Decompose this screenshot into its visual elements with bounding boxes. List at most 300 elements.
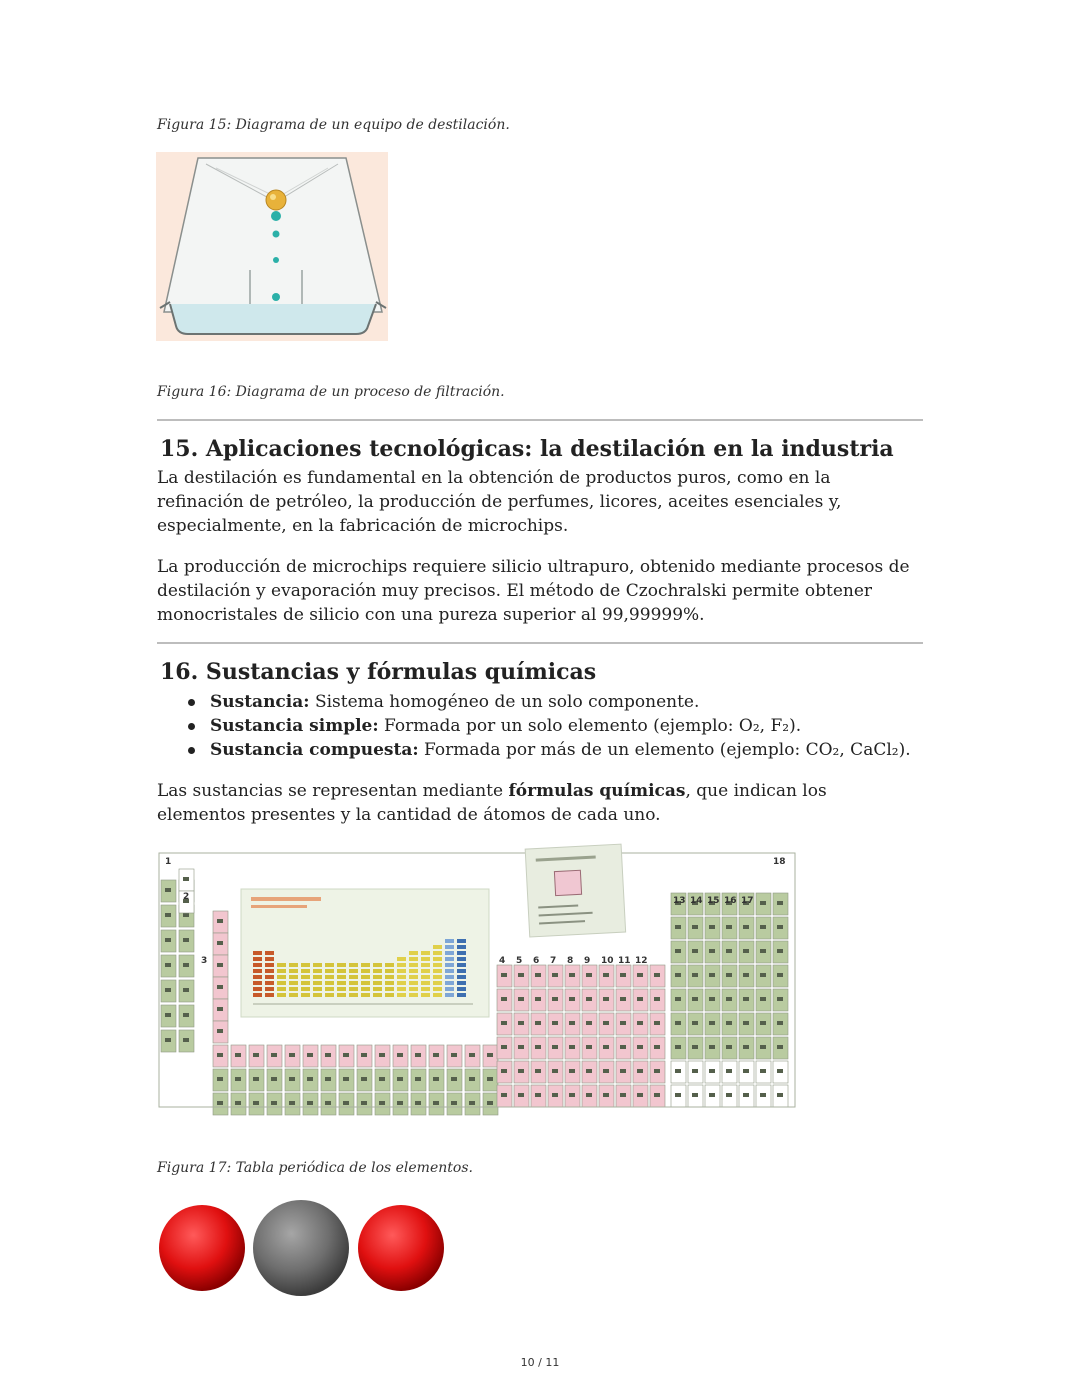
inset-element-mark [421,981,430,985]
group-number-label: 6 [533,956,540,966]
element-symbol-mark [586,1045,592,1049]
inset-element-mark [385,963,394,967]
element-symbol-mark [637,1021,643,1025]
inset-element-mark [385,993,394,997]
element-symbol-mark [743,1021,749,1025]
element-symbol-mark [552,1021,558,1025]
inset-element-mark [289,987,298,991]
element-symbol-mark [501,973,507,977]
element-symbol-mark [518,1069,524,1073]
inset-element-mark [445,969,454,973]
element-symbol-mark [325,1053,331,1057]
element-symbol-mark [433,1053,439,1057]
group-number-label: 1 [165,857,172,867]
element-symbol-mark [620,973,626,977]
inset-element-mark [265,975,274,979]
element-symbol-mark [637,997,643,1001]
text-run: , que indican los elementos presentes y la cantidad de átomos de cada uno. [157,781,827,825]
inset-element-mark [445,957,454,961]
inset-element-mark [349,993,358,997]
element-symbol-mark [654,1021,660,1025]
element-symbol-mark [620,997,626,1001]
inset-element-mark [373,975,382,979]
inset-element-mark [361,987,370,991]
element-symbol-mark [217,1053,223,1057]
element-symbol-mark [271,1053,277,1057]
inset-element-mark [397,969,406,973]
element-symbol-mark [379,1101,385,1105]
element-symbol-mark [253,1101,259,1105]
element-symbol-mark [217,1077,223,1081]
element-symbol-mark [379,1053,385,1057]
co2-molecule-image [157,1198,447,1298]
inset-element-mark [457,975,466,979]
element-symbol-mark [552,1093,558,1097]
element-symbol-mark [501,1045,507,1049]
element-symbol-mark [518,1093,524,1097]
inset-element-mark [265,969,274,973]
element-symbol-mark [552,1069,558,1073]
inset-element-mark [349,981,358,985]
element-symbol-mark [692,1045,698,1049]
element-symbol-mark [501,1069,507,1073]
element-symbol-mark [183,1038,189,1042]
list-item [157,714,911,738]
filtration-diagram-image [156,152,388,341]
element-symbol-mark [603,1069,609,1073]
inset-element-mark [349,963,358,967]
element-symbol-mark [637,1045,643,1049]
group-number-label: 11 [618,956,631,966]
group-number-label: 14 [690,896,703,906]
inset-element-mark [301,969,310,973]
inset-element-mark [313,993,322,997]
element-symbol-mark [535,1021,541,1025]
element-symbol-mark [760,1021,766,1025]
element-symbol-mark [603,1045,609,1049]
group-number-label: 3 [201,956,208,966]
element-symbol-mark [620,1093,626,1097]
element-symbol-mark [535,997,541,1001]
element-symbol-mark [675,925,681,929]
inset-element-mark [409,969,418,973]
element-symbol-mark [760,901,766,905]
section-16-paragraph [157,779,917,827]
inset-element-mark [289,975,298,979]
element-symbol-mark [726,1069,732,1073]
element-symbol-mark [709,997,715,1001]
element-symbol-mark [692,949,698,953]
definition: Sistema homogéneo de un solo componente. [309,692,700,712]
element-symbol-mark [397,1077,403,1081]
definition: Formada por un solo elemento (ejemplo: O₂, F₂). [378,716,802,736]
inset-element-mark [337,993,346,997]
inset-element-mark [349,969,358,973]
group-number-label: 17 [741,896,754,906]
inset-element-mark [313,969,322,973]
inset-element-mark [265,981,274,985]
element-symbol-mark [165,1013,171,1017]
inset-element-mark [325,987,334,991]
inset-element-mark [373,981,382,985]
element-symbol-mark [183,913,189,917]
inset-element-mark [301,963,310,967]
inset-element-mark [277,969,286,973]
element-symbol-mark [217,1029,223,1033]
element-symbol-mark [777,997,783,1001]
element-symbol-mark [726,1045,732,1049]
inset-element-mark [445,951,454,955]
element-symbol-mark [518,1021,524,1025]
element-symbol-mark [217,941,223,945]
inset-element-mark [445,981,454,985]
element-symbol-mark [487,1101,493,1105]
element-symbol-mark [726,997,732,1001]
inset-element-mark [421,975,430,979]
element-symbol-mark [777,925,783,929]
inset-element-mark [313,963,322,967]
element-symbol-mark [433,1077,439,1081]
inset-element-mark [313,981,322,985]
figure-17-caption: Figura 17: Tabla periódica de los elementos. [157,1160,473,1176]
text-run: Las sustancias se representan mediante [157,781,509,801]
term: Sustancia: [210,692,310,712]
inset-element-mark [337,969,346,973]
element-symbol-mark [289,1101,295,1105]
element-symbol-mark [552,997,558,1001]
inset-element-mark [349,987,358,991]
inset-element-mark [433,957,442,961]
section-15-paragraph-1: La destilación es fundamental en la obtención de productos puros, como en la refinación de petróleo, la producción de perfumes, licores, aceites esenciales y, especialmente, en la fabricación de microchips. [157,468,842,536]
element-symbol-mark [235,1053,241,1057]
section-divider [157,642,923,644]
inset-element-mark [373,993,382,997]
element-symbol-mark [654,1069,660,1073]
inset-element-mark [313,987,322,991]
inset-element-mark [409,993,418,997]
inset-element-mark [337,975,346,979]
element-symbol-mark [709,1069,715,1073]
inset-element-mark [421,957,430,961]
inset-element-mark [421,987,430,991]
inset-element-mark [457,945,466,949]
inset-element-mark [397,963,406,967]
element-symbol-mark [760,925,766,929]
inset-element-mark [409,963,418,967]
element-symbol-mark [692,1093,698,1097]
element-symbol-mark [361,1053,367,1057]
element-symbol-mark [165,913,171,917]
inset-element-mark [457,987,466,991]
element-symbol-mark [586,1021,592,1025]
inset-element-mark [445,993,454,997]
inset-element-mark [445,963,454,967]
element-symbol-mark [307,1101,313,1105]
inset-element-mark [253,969,262,973]
oxygen-atom [159,1205,245,1291]
element-symbol-mark [709,925,715,929]
inset-element-mark [337,987,346,991]
group-number-label: 2 [183,892,190,902]
element-symbol-mark [637,1069,643,1073]
inset-element-mark [433,987,442,991]
term: Sustancia compuesta: [210,740,419,760]
inset-element-mark [337,963,346,967]
inset-element-mark [445,975,454,979]
substance-definitions-list [157,690,911,762]
element-symbol-mark [586,1069,592,1073]
inset-element-mark [433,969,442,973]
element-symbol-mark [552,973,558,977]
element-symbol-mark [675,997,681,1001]
element-symbol-mark [743,949,749,953]
inset-element-mark [385,987,394,991]
element-symbol-mark [692,973,698,977]
element-symbol-mark [343,1101,349,1105]
element-symbol-mark [760,1093,766,1097]
element-symbol-mark [253,1077,259,1081]
inset-element-mark [433,945,442,949]
element-symbol-mark [675,1093,681,1097]
element-symbol-mark [518,997,524,1001]
inset-element-mark [325,993,334,997]
element-symbol-mark [217,1007,223,1011]
element-symbol-mark [692,997,698,1001]
inset-element-mark [397,957,406,961]
inset-element-mark [277,975,286,979]
inset-element-mark [265,951,274,955]
element-symbol-mark [415,1101,421,1105]
element-symbol-mark [760,997,766,1001]
page-number: 10 / 11 [520,1356,560,1369]
element-symbol-mark [535,1045,541,1049]
inset-element-mark [253,963,262,967]
element-symbol-mark [487,1053,493,1057]
element-symbol-mark [675,949,681,953]
element-symbol-mark [253,1053,259,1057]
element-symbol-mark [675,973,681,977]
element-symbol-mark [271,1077,277,1081]
group-number-label: 13 [673,896,686,906]
inset-element-mark [265,987,274,991]
group-number-label: 10 [601,956,614,966]
element-symbol-mark [569,1093,575,1097]
element-symbol-mark [343,1053,349,1057]
inset-element-mark [409,957,418,961]
inset-element-mark [385,969,394,973]
element-symbol-mark [586,997,592,1001]
inset-element-mark [289,969,298,973]
element-symbol-mark [777,1021,783,1025]
inset-element-mark [325,969,334,973]
element-symbol-mark [569,997,575,1001]
inset-element-mark [361,969,370,973]
element-symbol-mark [307,1077,313,1081]
group-number-label: 7 [550,956,557,966]
element-symbol-mark [325,1101,331,1105]
inset-element-mark [397,993,406,997]
figure-16-caption: Figura 16: Diagrama de un proceso de filtración. [157,384,505,400]
oxygen-atom [358,1205,444,1291]
list-item [157,738,911,762]
inset-element-mark [265,957,274,961]
element-symbol-mark [603,1093,609,1097]
element-symbol-mark [165,988,171,992]
element-symbol-mark [451,1101,457,1105]
group-number-label: 18 [773,857,786,867]
element-symbol-mark [289,1077,295,1081]
group-number-label: 16 [724,896,737,906]
element-symbol-mark [469,1053,475,1057]
element-symbol-mark [709,1045,715,1049]
inset-element-mark [409,975,418,979]
element-symbol-mark [620,1045,626,1049]
figure-15-caption: Figura 15: Diagrama de un equipo de destilación. [157,117,510,133]
element-symbol-mark [415,1077,421,1081]
element-symbol-mark [743,1093,749,1097]
inset-element-mark [253,975,262,979]
inset-element-mark [421,969,430,973]
carbon-atom [253,1200,349,1296]
element-symbol-mark [165,938,171,942]
inset-element-mark [457,951,466,955]
element-symbol-mark [217,1101,223,1105]
inset-element-mark [457,957,466,961]
element-symbol-mark [692,1021,698,1025]
element-symbol-mark [501,1093,507,1097]
element-symbol-mark [535,1093,541,1097]
group-number-label: 9 [584,956,591,966]
inset-element-mark [301,981,310,985]
element-symbol-mark [692,1069,698,1073]
section-15-paragraph-2: La producción de microchips requiere silicio ultrapuro, obtenido mediante procesos de destilación y evaporación muy precisos. El método de Czochralski permite obtener monocristales de silicio con una pureza superior al 99,99999%. [157,557,910,625]
element-symbol-mark [569,973,575,977]
element-symbol-mark [451,1053,457,1057]
element-symbol-mark [654,997,660,1001]
inset-element-mark [361,963,370,967]
inset-element-mark [253,993,262,997]
inset-element-mark [457,981,466,985]
element-symbol-mark [183,963,189,967]
inset-element-mark [265,993,274,997]
element-symbol-mark [569,1021,575,1025]
element-symbol-mark [726,973,732,977]
element-symbol-mark [760,949,766,953]
element-symbol-mark [183,877,189,881]
periodic-table-image [157,843,799,1119]
inset-element-mark [289,993,298,997]
element-symbol-mark [235,1101,241,1105]
inset-element-mark [277,987,286,991]
element-symbol-mark [620,1021,626,1025]
group-number-label: 12 [635,956,648,966]
inset-element-mark [433,975,442,979]
element-symbol-mark [709,1093,715,1097]
inset-element-mark [445,987,454,991]
element-symbol-mark [451,1077,457,1081]
element-symbol-mark [586,1093,592,1097]
inset-element-mark [313,975,322,979]
element-symbol-mark [433,1101,439,1105]
element-symbol-mark [165,1038,171,1042]
element-symbol-mark [183,988,189,992]
element-symbol-mark [654,1093,660,1097]
element-symbol-mark [307,1053,313,1057]
inset-element-mark [253,957,262,961]
element-symbol-mark [552,1045,558,1049]
element-symbol-mark [675,1021,681,1025]
inset-element-mark [265,963,274,967]
element-symbol-mark [535,1069,541,1073]
section-15-heading: 15. Aplicaciones tecnológicas: la destilación en la industria [160,436,894,462]
element-symbol-mark [217,963,223,967]
inset-element-mark [421,963,430,967]
inset-element-mark [385,975,394,979]
inset-element-mark [337,981,346,985]
element-symbol-mark [620,1069,626,1073]
element-symbol-mark [603,1021,609,1025]
element-symbol-mark [726,949,732,953]
element-symbol-mark [709,949,715,953]
element-symbol-mark [760,973,766,977]
element-symbol-mark [654,1045,660,1049]
element-symbol-mark [743,1045,749,1049]
element-symbol-mark [569,1069,575,1073]
element-symbol-mark [726,925,732,929]
inset-element-mark [325,963,334,967]
element-symbol-mark [726,1093,732,1097]
element-symbol-mark [183,938,189,942]
element-symbol-mark [165,963,171,967]
element-symbol-mark [397,1053,403,1057]
element-symbol-mark [777,949,783,953]
element-symbol-mark [692,925,698,929]
inset-element-mark [457,969,466,973]
element-symbol-mark [501,1021,507,1025]
inset-element-mark [277,981,286,985]
inset-element-mark [349,975,358,979]
term: Sustancia simple: [210,716,379,736]
element-symbol-mark [709,1021,715,1025]
element-symbol-mark [289,1053,295,1057]
element-symbol-mark [343,1077,349,1081]
element-symbol-mark [361,1077,367,1081]
inset-element-mark [433,963,442,967]
inset-element-mark [253,951,262,955]
element-symbol-mark [325,1077,331,1081]
inset-element-mark [421,951,430,955]
inset-element-mark [409,987,418,991]
inset-element-mark [301,993,310,997]
inset-element-mark [373,969,382,973]
element-symbol-mark [586,973,592,977]
inset-element-mark [277,963,286,967]
inset-element-mark [457,939,466,943]
element-symbol-mark [637,1093,643,1097]
element-symbol-mark [603,973,609,977]
inset-element-mark [277,993,286,997]
section-divider [157,419,923,421]
element-symbol-mark [217,919,223,923]
element-symbol-mark [518,973,524,977]
inset-element-mark [457,993,466,997]
element-symbol-mark [569,1045,575,1049]
inset-element-mark [409,981,418,985]
element-symbol-mark [777,973,783,977]
inset-element-mark [301,987,310,991]
element-symbol-mark [743,925,749,929]
inset-element-mark [445,939,454,943]
